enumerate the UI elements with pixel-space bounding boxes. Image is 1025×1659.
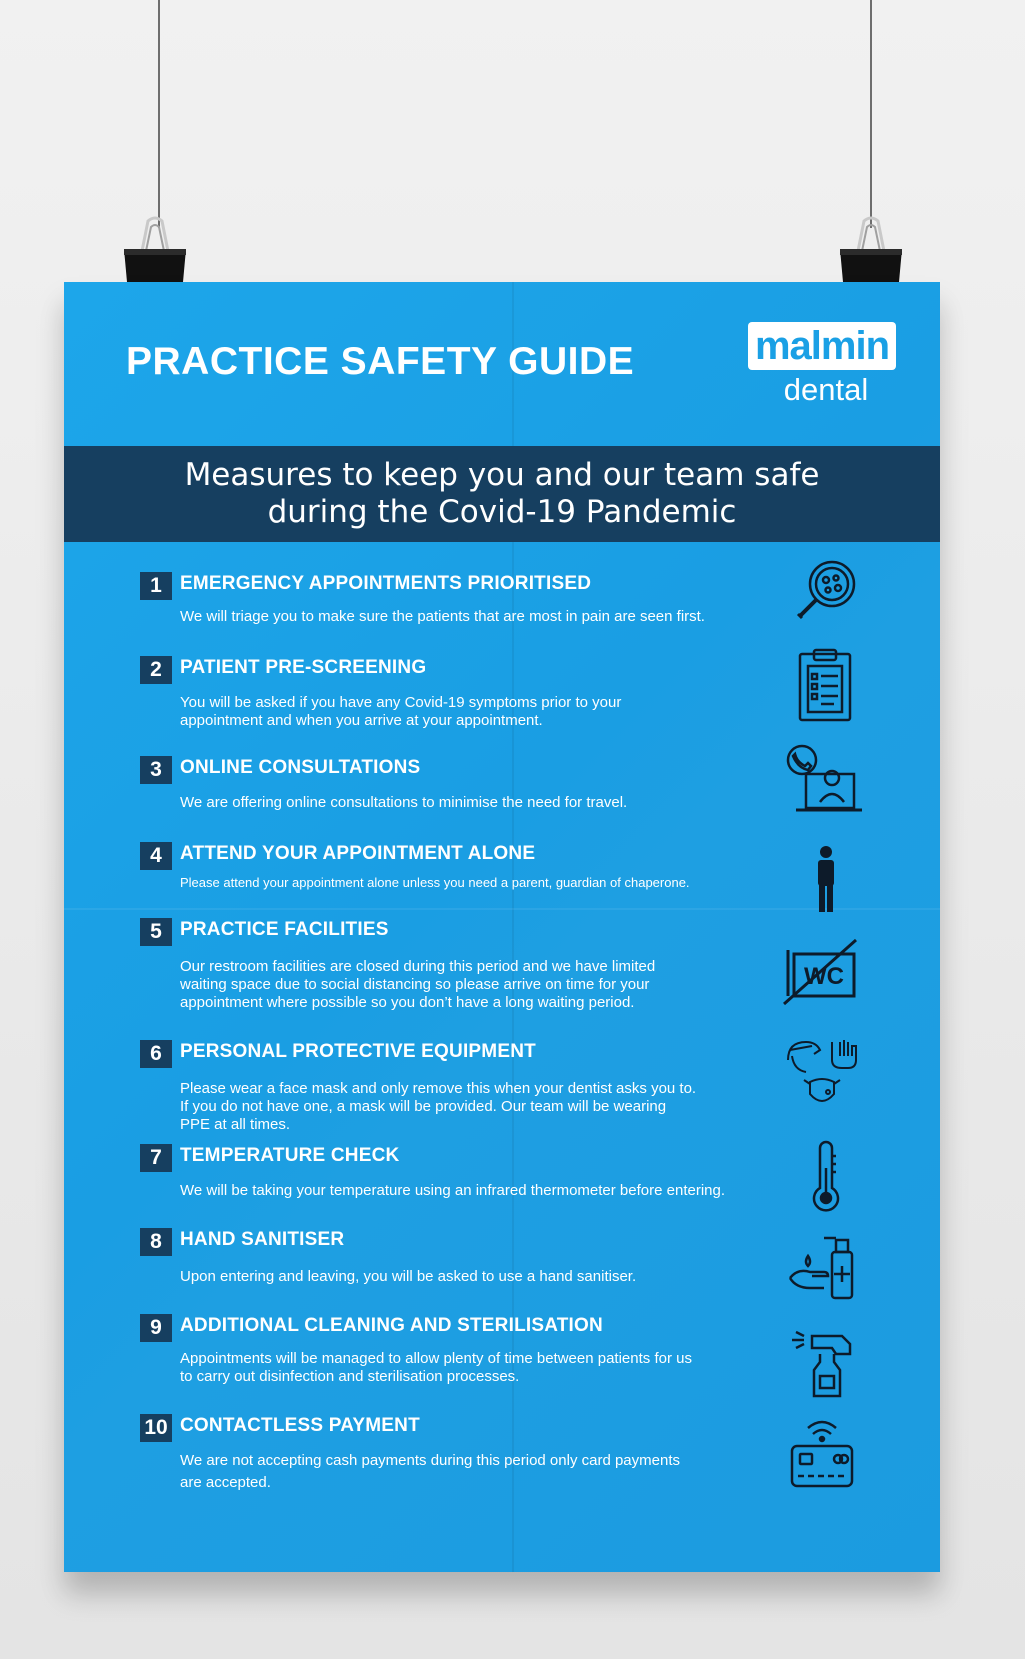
item-title: TEMPERATURE CHECK <box>180 1145 400 1166</box>
item-description <box>180 1080 780 1134</box>
item-description <box>180 1450 780 1494</box>
item-number: 9 <box>140 1314 172 1342</box>
item-number: 6 <box>140 1040 172 1068</box>
contactless-card-icon <box>782 1414 862 1494</box>
item-title: EMERGENCY APPOINTMENTS PRIORITISED <box>180 573 592 594</box>
subtitle-band <box>64 446 940 542</box>
item-number: 10 <box>140 1414 172 1442</box>
item-title: PATIENT PRE-SCREENING <box>180 657 427 678</box>
guide-item-8 <box>140 1228 840 1288</box>
item-number: 5 <box>140 918 172 946</box>
item-description <box>180 1268 780 1286</box>
item-title: ATTEND YOUR APPOINTMENT ALONE <box>180 843 536 864</box>
guide-item-7 <box>140 1144 840 1204</box>
guide-item-5 <box>140 918 840 1014</box>
guide-item-9 <box>140 1314 840 1384</box>
thermometer-icon <box>786 1138 866 1218</box>
item-title: PERSONAL PROTECTIVE EQUIPMENT <box>180 1041 536 1062</box>
description-line: We are not accepting cash payments during this period only card payments <box>180 1452 680 1469</box>
guide-item-4 <box>140 842 840 892</box>
item-number: 4 <box>140 842 172 870</box>
item-title: PRACTICE FACILITIES <box>180 919 389 940</box>
logo-subtext: dental <box>783 372 869 407</box>
item-description <box>180 794 780 812</box>
description-line: Please attend your appointment alone unless you need a parent, guardian of chaperone. <box>180 875 690 890</box>
malmin-dental-logo <box>748 322 900 414</box>
item-number: 7 <box>140 1144 172 1172</box>
item-title: ADDITIONAL CLEANING AND STERILISATION <box>180 1315 603 1336</box>
item-description <box>180 1182 820 1200</box>
item-number: 2 <box>140 656 172 684</box>
item-description <box>180 608 820 626</box>
description-line: We will triage you to make sure the patients that are most in pain are seen first. <box>180 608 705 625</box>
description-line: If you do not have one, a mask will be provided. Our team will be wearing <box>180 1098 667 1115</box>
poster-title: PRACTICE SAFETY GUIDE <box>126 340 635 383</box>
description-line: appointment where possible so you don’t have a long waiting period. <box>180 994 635 1011</box>
description-line: We will be taking your temperature using an infrared thermometer before entering. <box>180 1182 726 1199</box>
item-number: 3 <box>140 756 172 784</box>
guide-item-6 <box>140 1040 840 1136</box>
logo-wordmark: malmin <box>748 322 896 370</box>
description-line: PPE at all times. <box>180 1116 291 1133</box>
hanging-wire-right <box>870 0 872 228</box>
item-title: HAND SANITISER <box>180 1229 345 1250</box>
magnifier-virus-icon <box>786 552 866 632</box>
clipboard-icon <box>784 646 864 726</box>
guide-item-10 <box>140 1414 840 1491</box>
item-description <box>180 1350 780 1386</box>
svg-text:WC: WC <box>804 963 844 990</box>
description-line: You will be asked if you have any Covid-19 symptoms prior to your <box>180 694 622 711</box>
description-line: are accepted. <box>180 1474 271 1491</box>
online-consultation-icon <box>782 742 862 822</box>
person-icon <box>786 840 866 920</box>
description-line: to carry out disinfection and sterilisation processes. <box>180 1368 520 1385</box>
hand-sanitiser-icon <box>784 1228 864 1308</box>
item-description <box>180 958 780 1012</box>
guide-item-3 <box>140 756 840 816</box>
item-description <box>180 874 780 892</box>
item-title: CONTACTLESS PAYMENT <box>180 1415 420 1436</box>
safety-poster <box>64 282 940 1572</box>
description-line: Our restroom facilities are closed during this period and we have limited <box>180 958 656 975</box>
description-line: waiting space due to social distancing so please arrive on time for your <box>180 976 650 993</box>
wc-closed-icon <box>780 932 860 1012</box>
subtitle-line-2: during the Covid-19 Pandemic <box>267 494 737 530</box>
description-line: We are offering online consultations to minimise the need for travel. <box>180 794 628 811</box>
item-number: 8 <box>140 1228 172 1256</box>
item-number: 1 <box>140 572 172 600</box>
hanging-wire-left <box>158 0 160 228</box>
description-line: Please wear a face mask and only remove this when your dentist asks you to. <box>180 1080 697 1097</box>
subtitle-line-1: Measures to keep you and our team safe <box>184 457 820 493</box>
item-title: ONLINE CONSULTATIONS <box>180 757 421 778</box>
description-line: Appointments will be managed to allow plenty of time between patients for us <box>180 1350 692 1367</box>
guide-item-2 <box>140 656 840 729</box>
ppe-icon <box>782 1034 862 1114</box>
description-line: Upon entering and leaving, you will be asked to use a hand sanitiser. <box>180 1268 637 1285</box>
spray-bottle-icon <box>782 1322 862 1402</box>
description-line: appointment and when you arrive at your appointment. <box>180 712 543 729</box>
item-description <box>180 694 780 730</box>
guide-item-1 <box>140 572 840 632</box>
